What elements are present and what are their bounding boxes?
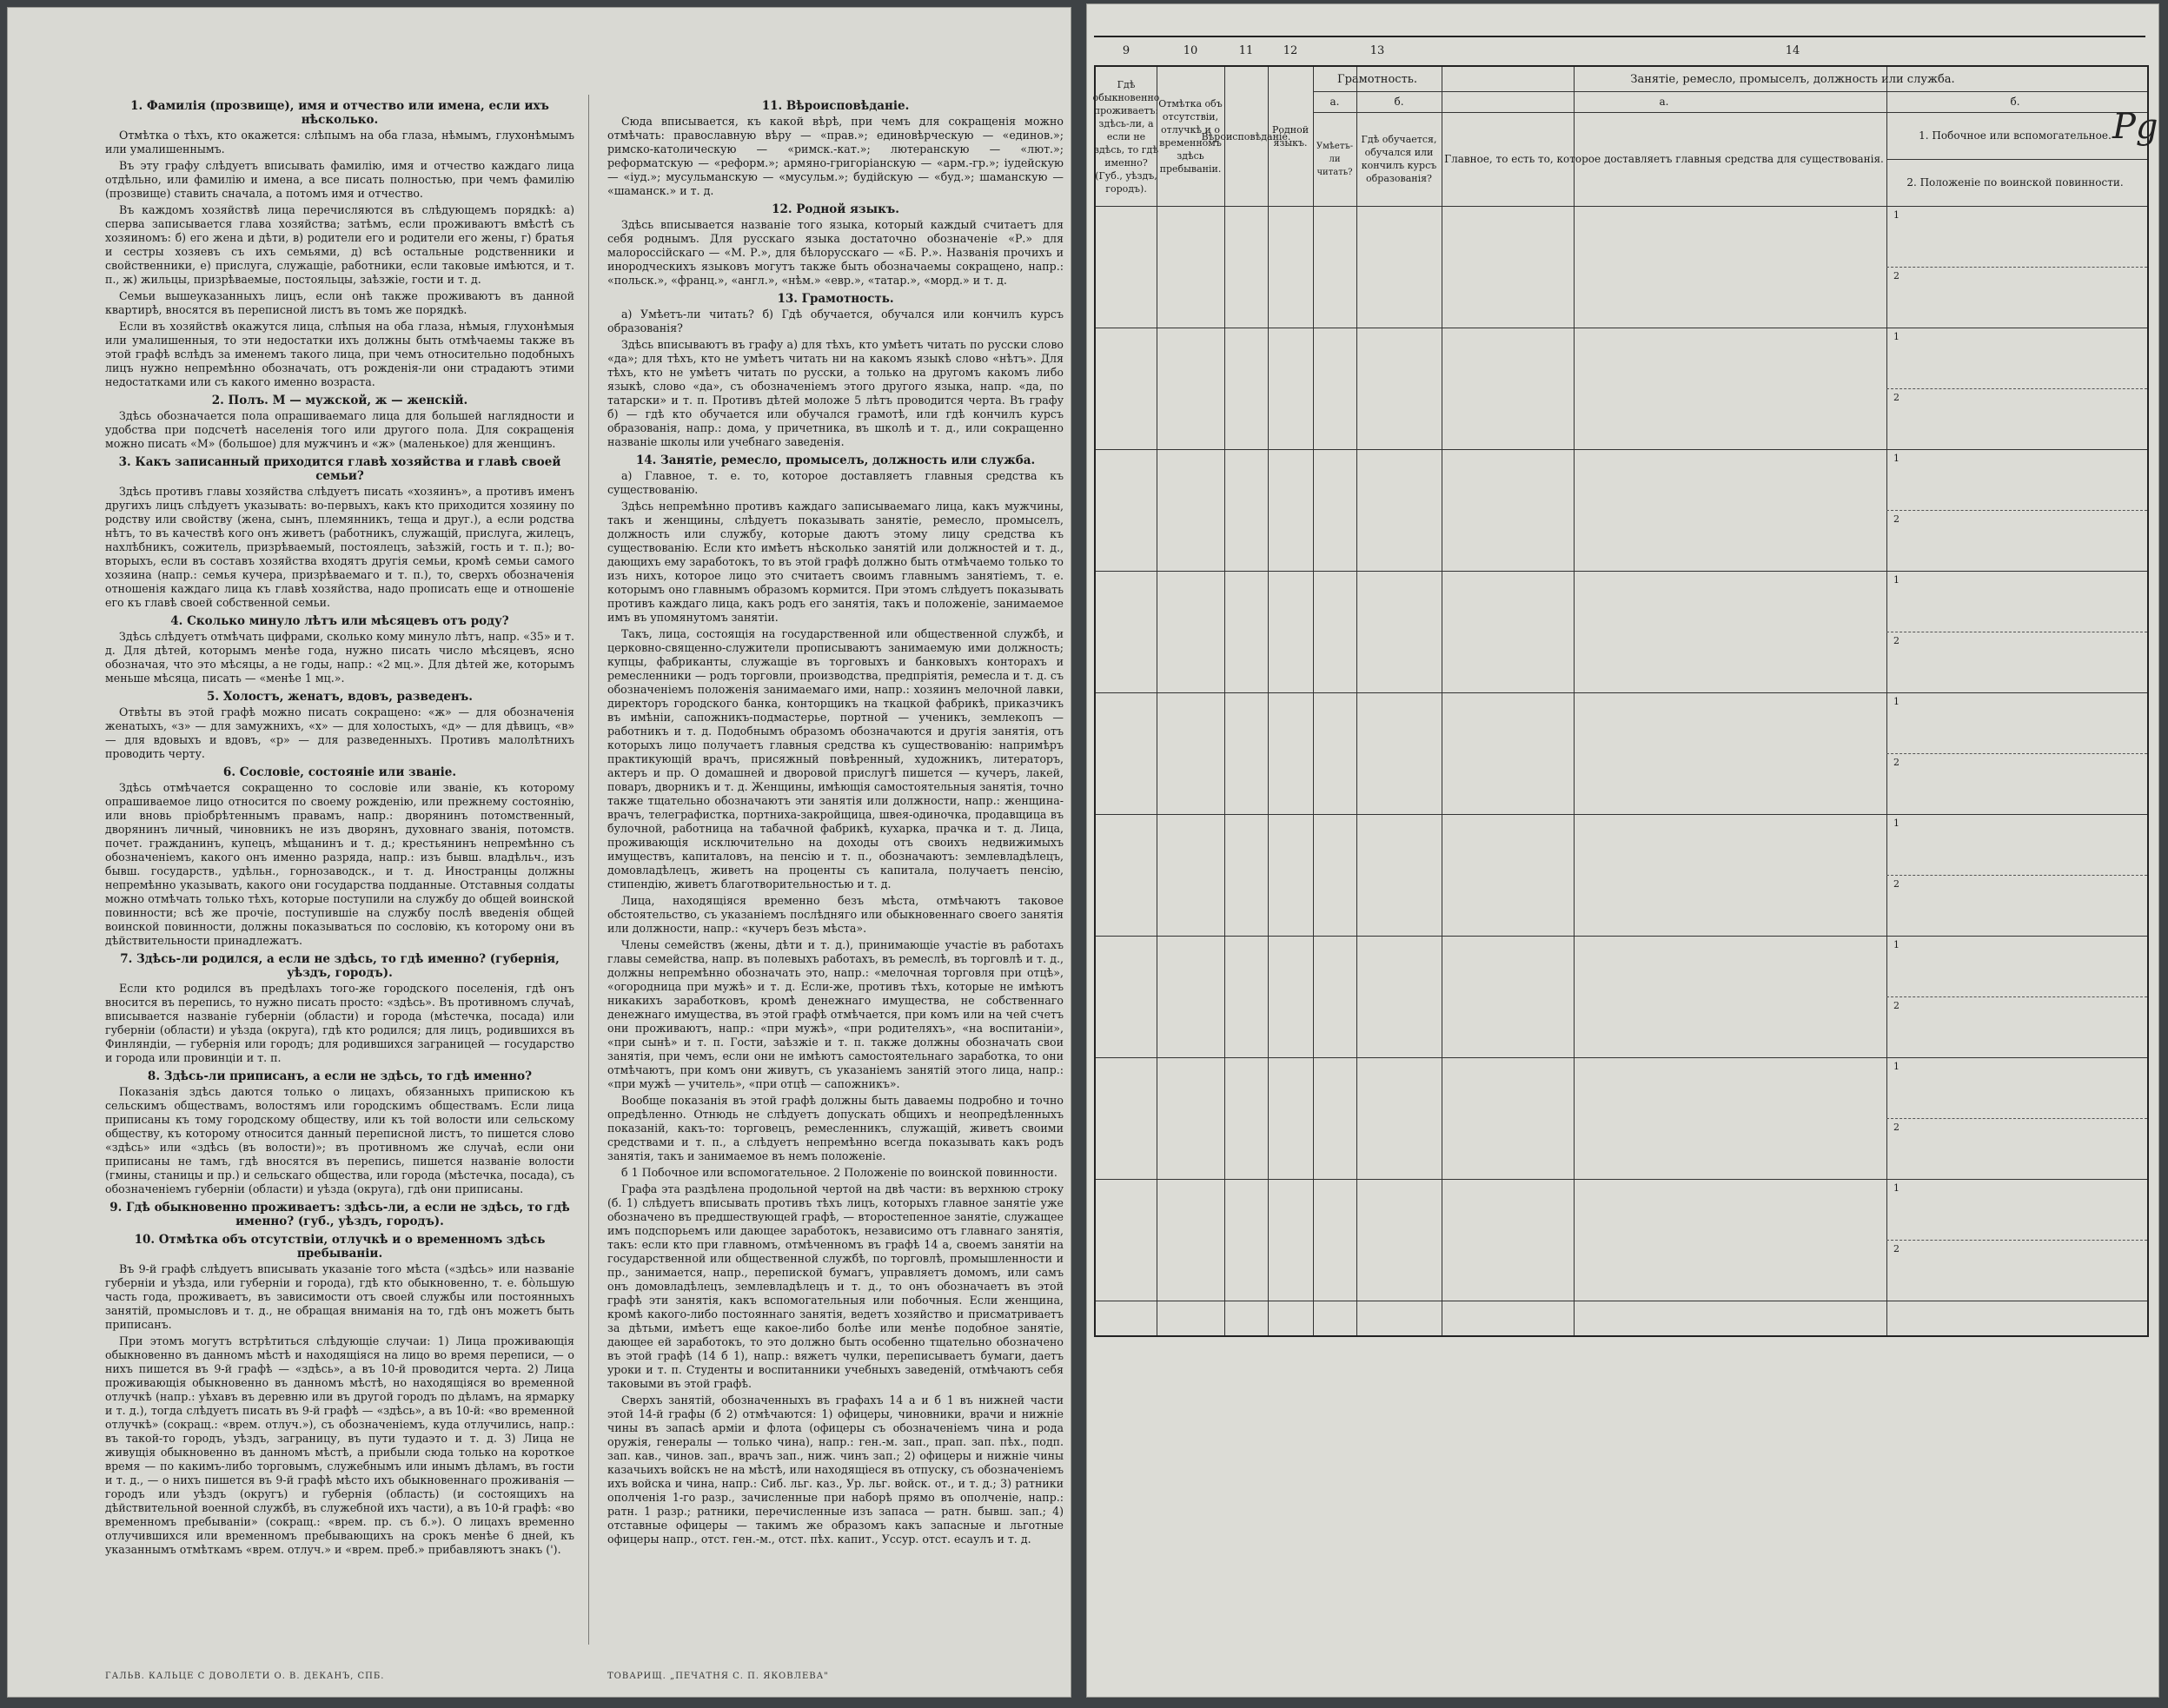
instruction-section bbox=[105, 455, 574, 610]
column-header: а. bbox=[1329, 95, 1340, 108]
section-paragraph: Въ 9-й графѣ слѣдуетъ вписывать указаніе того мѣста («здѣсь» или названіе губерніи и уѣзда, или губерніи и города), гдѣ кто обыкновенно, т. е. бòльшую часть года, проживаетъ, въ зависимости отъ своей службы или постоянныхъ занятій, промысловъ и т. д., не обращая вниманія на то, гдѣ онъ можетъ быть приписанъ. bbox=[105, 1262, 574, 1331]
instruction-section bbox=[607, 202, 1064, 288]
column-header: Занятіе, ремесло, промыселъ, должность или служба. bbox=[1630, 72, 1955, 86]
row-rule bbox=[1096, 814, 2147, 815]
column-header: Гдѣ обыкновенно проживаетъ: здѣсь-ли, а если не здѣсь, то гдѣ именно? (Губ., уѣздъ, городъ). bbox=[1092, 78, 1160, 195]
section-heading: 12. Родной языкъ. bbox=[772, 202, 899, 216]
section-paragraph: Здѣсь непремѣнно противъ каждаго записываемаго лица, какъ мужчины, такъ и женщины, слѣдуетъ показывать занятіе, ремесло, промыселъ, должность или службу, которые даютъ этому лицу средства къ существованію. Если кто имѣетъ нѣсколько занятій или должностей и т. д., дающихъ ему заработокъ, то въ этой графѣ должно быть отмѣчаемо только то изъ нихъ, которое лицо это считаетъ своимъ главнымъ занятіемъ, т. е. которымъ оно главнымъ образомъ кормится. При этомъ слѣдуетъ показывать противъ каждаго лица, какъ родъ его занятія, такъ и положеніе, занимаемое имъ въ упомянутомъ занятіи. bbox=[607, 500, 1064, 624]
row-split-dashed bbox=[1886, 1118, 2147, 1119]
row-label-2: 2 bbox=[1893, 878, 1899, 890]
section-heading: 1. Фамилія (прозвище), имя и отчество или имена, если ихъ нѣсколько. bbox=[130, 99, 549, 127]
left-page-instructions bbox=[7, 7, 1071, 1698]
row-label-1: 1 bbox=[1893, 1182, 1899, 1194]
column-header: Гдѣ обучается, обучался или кончилъ курсъ образованія? bbox=[1361, 134, 1437, 184]
row-split-dashed bbox=[1886, 267, 2147, 268]
column-number: 12 bbox=[1283, 44, 1298, 57]
row-split-dashed bbox=[1886, 1240, 2147, 1241]
row-label-2: 2 bbox=[1893, 757, 1899, 768]
row-label-2: 2 bbox=[1893, 635, 1899, 646]
column-divider bbox=[588, 95, 589, 1645]
section-paragraph: Графа эта раздѣлена продольной чертой на двѣ части: въ верхнюю строку (б. 1) слѣдуетъ вписывать противъ тѣхъ лицъ, которыхъ главное занятіе уже обозначено въ предшествующей графѣ, — второстепенное занятіе, служащее имъ подспорьемъ или дающее заработокъ, независимо отъ главнаго занятія, такъ: если кто при главномъ, отмѣченномъ въ графѣ 14 а, своемъ занятіи на государственной или общественной службѣ, по торговлѣ, промышленности и пр., занимается, напр., перепиской бумагъ, управляетъ домомъ, или самъ онъ домовладѣлецъ, землевладѣлецъ и т. д., то онъ обозначаетъ въ этой графѣ эти занятія, какъ вспомогательныя или побочныя. Если женщина, кромѣ какого-либо постояннаго занятія, ведетъ хозяйство и присматриваетъ за дѣтьми, имѣетъ еще какое-либо болѣе или менѣе подобное занятіе, дающее ей заработокъ, то это должно быть особенно тщательно обозначено въ этой графѣ (14 б 1), напр.: вяжетъ чулки, переписываетъ бумаги, даетъ уроки и т. п. Студенты и воспитанники учебныхъ заведеній, отмѣчаютъ себя таковыми въ этой графѣ. bbox=[607, 1182, 1064, 1390]
column-header: б. bbox=[2010, 95, 2020, 108]
section-paragraph: Здѣсь противъ главы хозяйства слѣдуетъ писать «хозяинъ», а противъ именъ другихъ лицъ слѣдуетъ указывать: во-первыхъ, какъ кто приходится хозяину по родству или свойству (жена, сынъ, племянникъ, теща и друг.), а если родства нѣтъ, то въ качествѣ кого онъ живетъ (работникъ, служащій, прислуга, жилецъ, нахлѣбникъ, сожитель, призрѣваемый, постоялецъ, заѣзжій, гость и т. п.); во-вторыхъ, если въ составъ хозяйства входятъ другія семьи, кромѣ семьи самого хозяина (напр.: семья кучера, призрѣваемаго и т. п.), то, сверхъ обозначенія отношенія каждаго лица къ главѣ хозяйства, надо прописать еще и отношеніе его къ главѣ своей собственной семьи. bbox=[105, 485, 574, 609]
column-number: 9 bbox=[1122, 44, 1130, 57]
row-split-dashed bbox=[1886, 388, 2147, 389]
column-header: Главное, то есть то, которое доставляетъ главныя средства для существованія. bbox=[1444, 152, 1884, 165]
section-paragraph: Члены семействъ (жены, дѣти и т. д.), принимающіе участіе въ работахъ главы семейства, напр. въ полевыхъ работахъ, въ ремеслѣ, въ торговлѣ и т. д., должны непремѣнно обозначать это, напр.: «мелочная торговля при отцѣ», «огородница при мужѣ» и т. д. Если-же, противъ тѣхъ, которые не имѣютъ никакихъ заработковъ, кромѣ денежнаго имущества, не собственнаго денежнаго имущества, въ этой графѣ отмѣчается, при комъ или на чей счетъ они проживаютъ, напр.: «при мужѣ», «при родителяхъ», «на воспитаніи», «при сынѣ» и т. п. Гости, заѣзжіе и т. п. также должны обозначать свои занятія, при чемъ, если они не имѣютъ самостоятельнаго заработка, то они отмѣчаютъ, при комъ они живутъ, съ указаніемъ занятій этого лица, напр.: «при мужѣ — учитель», «при отцѣ — сапожникъ». bbox=[607, 938, 1064, 1090]
row-label-2: 2 bbox=[1893, 1000, 1899, 1011]
column-line bbox=[1268, 67, 1269, 1335]
column-header: Умѣетъ-ли читать? bbox=[1316, 141, 1354, 177]
column-line bbox=[1574, 67, 1575, 1335]
section-paragraph: Здѣсь слѣдуетъ отмѣчать цифрами, сколько кому минуло лѣтъ, напр. «35» и т. д. Для дѣтей, которымъ менѣе года, нужно писать число мѣсяцевъ, ясно обозначая, что это мѣсяцы, а не годы, напр.: «2 мц.». Для дѣтей же, которымъ меньше мѣсяца, писать — «менѣе 1 мц.». bbox=[105, 630, 574, 685]
printer-imprint-left: ГАЛЬВ. КАЛЬЦЕ С ДОВОЛЕТИ О. В. ДЕКАНЪ, СПБ. bbox=[105, 1672, 385, 1681]
section-paragraph: Въ каждомъ хозяйствѣ лица перечисляются въ слѣдующемъ порядкѣ: а) сперва записывается глава хозяйства; затѣмъ, если проживаютъ вмѣстѣ съ хозяиномъ: б) его жена и дѣти, в) родители его и родители его жены, г) братья и сестры хозяевъ съ ихъ семьями, д) всѣ остальные родственники и свойственники, е) прислуга, служащіе, работники, если таковые имѣются, и т. п., ж) жильцы, призрѣваемые, постояльцы, заѣзжіе, гости и т. д. bbox=[105, 203, 574, 286]
row-label-1: 1 bbox=[1893, 696, 1899, 707]
column-number: 11 bbox=[1238, 44, 1254, 57]
form-top-rule bbox=[1094, 36, 2145, 37]
column-header: б. bbox=[1394, 95, 1404, 108]
row-rule bbox=[1096, 449, 2147, 450]
section-heading: 4. Сколько минуло лѣтъ или мѣсяцевъ отъ роду? bbox=[170, 614, 509, 628]
section-paragraph: Сверхъ занятій, обозначенныхъ въ графахъ 14 а и б 1 въ нижней части этой 14-й графы (б 2) отмѣчаются: 1) офицеры, чиновники, врачи и нижніе чины въ запасѣ арміи и флота (офицеры съ обозначеніемъ чина и рода оружія, генералы — только чина), напр.: ген.-м. зап., прап. зап. пѣх., подп. зап. кав., чинов. зап., врачъ зап., ниж. чинъ зап.; 2) офицеры и нижніе чины казачьихъ войскъ не на мѣстѣ, или находящіеся въ отпуску, съ обозначеніемъ ихъ войска и чина, напр.: Сиб. льг. каз., Ур. льг. войск. от., и т. д.; 3) ратники ополченія 1-го разр., зачисленные при наборѣ прямо въ ополченіе, напр.: ратн. 1 разр.; ратники, перечисленные изъ запаса — ратн. бывш. зап.; 4) отставные офицеры — такимъ же образомъ какъ запасные и льготные офицеры напр., отст. ген.-м., отст. пѣх. капит., Уссур. отст. есаулъ и т. д. bbox=[607, 1394, 1064, 1546]
section-heading: 10. Отмѣтка объ отсутствіи, отлучкѣ и о временномъ здѣсь пребываніи. bbox=[134, 1233, 546, 1261]
section-paragraph: Здѣсь вписывается названіе того языка, который каждый считаетъ для себя роднымъ. Для русскаго языка достаточно обозначеніе «Р.» для малороссійскаго — «М. Р.», для бѣлорусскаго — «Б. Р.». Названія прочихъ и инородческихъ языковъ могутъ также быть обозначаемы сокращено, напр.: «польск.», «франц.», «англ.», «нѣм.» «евр.», «татар.», «морд.» и т. д. bbox=[607, 218, 1064, 287]
section-heading: 14. Занятіе, ремесло, промыселъ, должность или служба. bbox=[635, 453, 1036, 467]
instruction-section bbox=[105, 765, 574, 948]
instruction-section bbox=[105, 99, 574, 389]
section-paragraph: а) Главное, т. е. то, которое доставляетъ главныя средства къ существованію. bbox=[607, 469, 1064, 496]
section-heading: 6. Сословіе, состояніе или званіе. bbox=[222, 765, 457, 779]
section-heading: 9. Гдѣ обыкновенно проживаетъ: здѣсь-ли, а если не здѣсь, то гдѣ именно? (губ., уѣздъ, городъ). bbox=[109, 1201, 570, 1228]
column-number: 14 bbox=[1785, 44, 1800, 57]
instruction-section bbox=[607, 292, 1064, 449]
section-paragraph: Здѣсь обозначается пола опрашиваемаго лица для большей наглядности и удобства при подсчетѣ населенія того или другого пола. Для сокращенія можно писать «М» (большое) для мужчинъ и «ж» (маленькое) для женщинъ. bbox=[105, 409, 574, 450]
column-header: Грамотность. bbox=[1337, 72, 1417, 86]
section-heading: 7. Здѣсь-ли родился, а если не здѣсь, то гдѣ именно? (губернія, уѣздъ, городъ). bbox=[120, 952, 560, 980]
instruction-section bbox=[105, 690, 574, 761]
section-paragraph: Отмѣтка о тѣхъ, кто окажется: слѣпымъ на оба глаза, нѣмымъ, глухонѣмымъ или умалишеннымъ. bbox=[105, 129, 574, 156]
row-label-1: 1 bbox=[1893, 1061, 1899, 1072]
column-line bbox=[1356, 67, 1357, 1335]
instructions-column-right bbox=[607, 95, 1064, 1645]
row-label-1: 1 bbox=[1893, 818, 1899, 829]
printer-imprint-right: ТОВАРИЩ. „ПЕЧАТНЯ С. П. ЯКОВЛЕВА" bbox=[607, 1672, 829, 1681]
section-paragraph: При этомъ могутъ встрѣтиться слѣдующіе случаи: 1) Лица проживающія обыкновенно въ данномъ мѣстѣ и находящіяся на лицо во время переписи, — о нихъ пишется въ 9-й графѣ — «здѣсь», а въ 10-й проводится черта. 2) Лица проживающія обыкновенно въ данномъ мѣстѣ, но находящіяся во временной отлучкѣ (напр.: уѣхавъ въ деревню или въ другой городъ по дѣламъ, на ярмарку и т. д.), тогда слѣдуетъ писать въ 9-й графѣ — «здѣсь», а въ 10-й: «во временной отлучкѣ» (сокращ.: «врем. отлуч.»), съ обозначеніемъ, куда отлучились, напр.: въ такой-то городъ, уѣздъ, заграницу, въ пути тудаэто и т. д. 3) Лица не живущія обыкновенно въ данномъ мѣстѣ, а прибыли сюда только на короткое время — по какимъ-либо торговымъ, служебнымъ или инымъ дѣламъ, въ гости и т. д., — о нихъ пишется въ 9-й графѣ мѣсто ихъ обыкновеннаго проживанія — городъ или уѣздъ (округъ) и губернія (область) (и состоящихъ на дѣйствительной военной службѣ, въ служебной ихъ части), а въ 10-й графѣ: «во временномъ пребываніи» (сокращ.: «врем. пр. съ б.»). О лицахъ временно отлучившихся или временномъ пребывающихъ на срокъ менѣе 6 дней, къ указаннымъ отмѣткамъ «врем. отлуч.» и «врем. преб.» прибавляютъ знакъ ('). bbox=[105, 1334, 574, 1556]
right-page-census-form bbox=[1086, 3, 2159, 1698]
column-header: а. bbox=[1659, 95, 1669, 108]
row-label-2: 2 bbox=[1893, 270, 1899, 281]
column-header: Родной языкъ. bbox=[1271, 124, 1309, 149]
section-paragraph: Показанія здѣсь даются только о лицахъ, обязанныхъ припискою къ сельскимъ обществамъ, волостямъ или городскимъ обществамъ. Если лица приписаны къ тому городскому обществу, или къ той волости или сельскому обществу, къ которому относится данный переписной листъ, то пишется слово «здѣсь» или «здѣсь (въ волости)»; въ противномъ же случаѣ, если они приписаны не тамъ, гдѣ вносятся въ перепись, пишется названіе волости (гмины, станицы и пр.) и сельскаго общества, или города (мѣстечка, посада), съ обозначеніемъ губерніи (области) и уѣзда (округа), гдѣ они приписаны. bbox=[105, 1085, 574, 1195]
row-label-2: 2 bbox=[1893, 1122, 1899, 1133]
section-paragraph: Такъ, лица, состоящія на государственной или общественной службѣ, и церковно-священно-служители прописываютъ занимаемую ими должность; купцы, фабриканты, служащіе въ торговыхъ и банковыхъ конторахъ и ремесленники — родъ торговли, производства, предпріятія, ремесла и т. д. съ обозначеніемъ положенія занимаемаго ими, напр.: хозяинъ мелочной лавки, директоръ городского банка, конторщикъ на ткацкой фабрикѣ, приказчикъ въ имѣніи, сапожникъ-подмастерье, портной — ученикъ, землекопъ — работникъ и т. д. Подобнымъ образомъ обозначаются и другія занятія, отъ которыхъ лицо получаетъ главныя средства къ существованію: напримѣръ практикующій врачъ, присяжный повѣренный, художникъ, литераторъ, актеръ и пр. О домашней и дворовой прислугѣ пишется — кучеръ, лакей, поваръ, дворникъ и т. д. Женщины, имѣющія самостоятельныя занятія, точно также тщательно обозначаютъ эти занятія или должности, напр.: женщина-врачъ, телеграфистка, портниха-закройщица, швея-одиночка, продавщица въ булочной, работница на табачной фабрикѣ, кухарка, прачка и т. д. Лица, проживающія исключительно на доходы отъ своихъ недвижимыхъ имуществъ, капиталовъ, на пенсію и т. п., обозначаютъ: землевладѣлецъ, домовладѣлецъ, живетъ на проценты съ капитала, получаетъ пенсію, стипендію, живетъ благотворительностью и т. д. bbox=[607, 627, 1064, 890]
instruction-section bbox=[105, 952, 574, 1065]
section-paragraph: Если кто родился въ предѣлахъ того-же городского поселенія, гдѣ онъ вносится въ перепись, то нужно писать просто: «здѣсь». Въ противномъ случаѣ, вписывается названіе губерніи (области) и города (мѣстечка, посада) или губерніи (области) и уѣзда (округа), гдѣ кто родился; для лицъ, родившихся въ Финляндіи, — губернія или городъ; для родившихся заграницей — государство и города или провинціи и т. п. bbox=[105, 982, 574, 1064]
row-rule bbox=[1096, 1057, 2147, 1058]
column-header: Отмѣтка объ отсутствіи, отлучкѣ и о временномъ здѣсь пребываніи. bbox=[1158, 98, 1223, 175]
column-number: 10 bbox=[1183, 44, 1198, 57]
section-paragraph: Вообще показанія въ этой графѣ должны быть даваемы подробно и точно опредѣленно. Отнюдь не слѣдуетъ допускать общихъ и неопредѣленныхъ показаній, какъ-то: торговецъ, ремесленникъ, служащій, живетъ своими средствами и т. п., а слѣдуетъ непремѣнно всегда показывать какъ родъ занятія, такъ и занимаемое въ немъ положеніе. bbox=[607, 1094, 1064, 1162]
section-paragraph: Лица, находящіяся временно безъ мѣста, отмѣчаютъ таковое обстоятельство, съ указаніемъ послѣдняго или обыкновеннаго своего занятія или должности, напр.: «кучеръ безъ мѣста». bbox=[607, 894, 1064, 935]
section-paragraph: Здѣсь отмѣчается сокращенно то сословіе или званіе, къ которому опрашиваемое лицо относится по своему рожденію, или прежнему состоянію, или вновь пріобрѣтеннымъ правамъ, напр.: дворянинъ потомственный, дворянинъ личный, чиновникъ не изъ дворянъ, духовнаго званія, потомств. почет. гражданинъ, купецъ, мѣщанинъ и т. д.; крестьянинъ непремѣнно съ обозначеніемъ, какого онъ именно разряда, напр.: изъ бывш. владѣльч., изъ бывш. государств., удѣльн., горнозаводск., и т. д. Иностранцы должны непремѣнно указывать, какого они государства подданные. Отставныя солдаты можно отмѣчать только тѣхъ, которые поступили на службу до общей воинской повинности; всѣ же прочіе, поступившіе на службу послѣ введенія общей воинской повинности, должны показываться по сословію, къ которому они въ дѣйствительности принадлежатъ. bbox=[105, 781, 574, 947]
section-heading: 11. Вѣроисповѣданіе. bbox=[761, 99, 910, 113]
column-header: 2. Положеніе по воинской повинности. bbox=[1906, 175, 2124, 189]
census-form-table bbox=[1092, 44, 2149, 1337]
instruction-section bbox=[607, 99, 1064, 198]
header-rule bbox=[1096, 206, 2147, 207]
section-paragraph: б 1 Побочное или вспомогательное. 2 Положеніе по воинской повинности. bbox=[621, 1166, 1057, 1179]
column-number: 13 bbox=[1369, 44, 1385, 57]
instruction-section bbox=[105, 394, 574, 451]
row-label-2: 2 bbox=[1893, 513, 1899, 525]
instructions-column-left bbox=[105, 95, 574, 1645]
row-label-1: 1 bbox=[1893, 331, 1899, 342]
column-line bbox=[1886, 67, 1887, 1335]
row-split-dashed bbox=[1886, 996, 2147, 997]
row-rule bbox=[1096, 571, 2147, 572]
section-heading: 13. Грамотность. bbox=[777, 292, 894, 306]
row-label-1: 1 bbox=[1893, 209, 1899, 221]
section-heading: 3. Какъ записанный приходится главѣ хозяйства и главѣ своей семьи? bbox=[118, 455, 561, 483]
column-header: Вѣроисповѣданіе. bbox=[1201, 130, 1291, 142]
column-header: 1. Побочное или вспомогательное. bbox=[1919, 129, 2112, 142]
section-paragraph: Въ эту графу слѣдуетъ вписывать фамилію, имя и отчество каждаго лица отдѣльно, или фамилію и имена, а все писать полностью, при чемъ фамилію (прозвище) ставить сначала, а потомъ имя и отчество. bbox=[105, 159, 574, 200]
handwritten-mark: Pg bbox=[2112, 107, 2158, 147]
section-paragraph: Отвѣты въ этой графѣ можно писать сокращено: «ж» — для обозначенія женатыхъ, «з» — для замужнихъ, «х» — для холостыхъ, «д» — для дѣвицъ, «в» — для вдовыхъ и вдовъ, «р» — для разведенныхъ. Противъ малолѣтнихъ проводить черту. bbox=[105, 705, 574, 760]
section-paragraph: Семьи вышеуказанныхъ лицъ, если онѣ также проживаютъ въ данной квартирѣ, вносятся въ переписной листъ въ томъ же порядкѣ. bbox=[105, 289, 574, 316]
row-label-1: 1 bbox=[1893, 453, 1899, 464]
row-split-dashed bbox=[1886, 753, 2147, 754]
section-paragraph: Здѣсь вписываютъ въ графу а) для тѣхъ, кто умѣетъ читать по русски слово «да»; для тѣхъ, кто не умѣетъ читать ни на какомъ языкѣ слово «нѣтъ». Для тѣхъ, кто не умѣетъ читать по русски, а только на другомъ какомъ либо языкѣ, слово «да», съ обозначеніемъ этого другого языка, напр. «да, по татарски» и т. п. Противъ дѣтей моложе 5 лѣтъ проводится черта. Въ графу б) — гдѣ кто обучается или обучался грамотѣ, или гдѣ кончилъ курсъ образованія, напр.: дома, у причетника, въ школѣ и т. д., или сокращенно названіе школы или учебнаго заведенія. bbox=[607, 338, 1064, 448]
row-rule bbox=[1096, 1179, 2147, 1180]
section-paragraph: Если въ хозяйствѣ окажутся лица, слѣпыя на оба глаза, нѣмыя, глухонѣмыя или умалишенныя, то эти недостатки ихъ должны быть отмѣчаемы также въ этой графѣ вслѣдъ за именемъ такого лица, при чемъ относительно подобныхъ лицъ нужно непремѣнно обозначать, отъ рожденія-ли они страдаютъ этими недостатками или съ какого именно возраста. bbox=[105, 320, 574, 388]
row-rule bbox=[1096, 936, 2147, 937]
column-line bbox=[1313, 67, 1314, 1335]
section-paragraph: Сюда вписывается, къ какой вѣрѣ, при чемъ для сокращенія можно отмѣчать: православную вѣру — «прав.»; единовѣрческую — «единов.»; римско-католическую — «римск.-кат.»; лютеранскую — «лют.»; реформатскую — «реформ.»; армяно-григоріанскую — «арм.-гр.»; іудейскую — «іуд.»; мусульманскую — «мусульм.»; будійскую — «буд.»; шаманскую — «шаманск.» и т. д. bbox=[607, 115, 1064, 197]
section-heading: 8. Здѣсь-ли приписанъ, а если не здѣсь, то гдѣ именно? bbox=[147, 1069, 533, 1083]
instruction-section bbox=[105, 1069, 574, 1196]
instruction-section bbox=[607, 453, 1064, 1546]
row-rule bbox=[1096, 692, 2147, 693]
section-heading: 5. Холостъ, женатъ, вдовъ, разведенъ. bbox=[207, 690, 473, 704]
row-label-1: 1 bbox=[1893, 574, 1899, 586]
row-label-1: 1 bbox=[1893, 939, 1899, 950]
column-line bbox=[1224, 67, 1225, 1335]
row-label-2: 2 bbox=[1893, 392, 1899, 403]
section-heading: 2. Полъ. М — мужской, ж — женскій. bbox=[211, 394, 468, 407]
row-split-dashed bbox=[1886, 875, 2147, 876]
section-paragraph: а) Умѣетъ-ли читать? б) Гдѣ обучается, обучался или кончилъ курсъ образованія? bbox=[607, 308, 1064, 334]
row-label-2: 2 bbox=[1893, 1243, 1899, 1255]
row-split-dashed bbox=[1886, 510, 2147, 511]
instruction-section bbox=[105, 614, 574, 685]
